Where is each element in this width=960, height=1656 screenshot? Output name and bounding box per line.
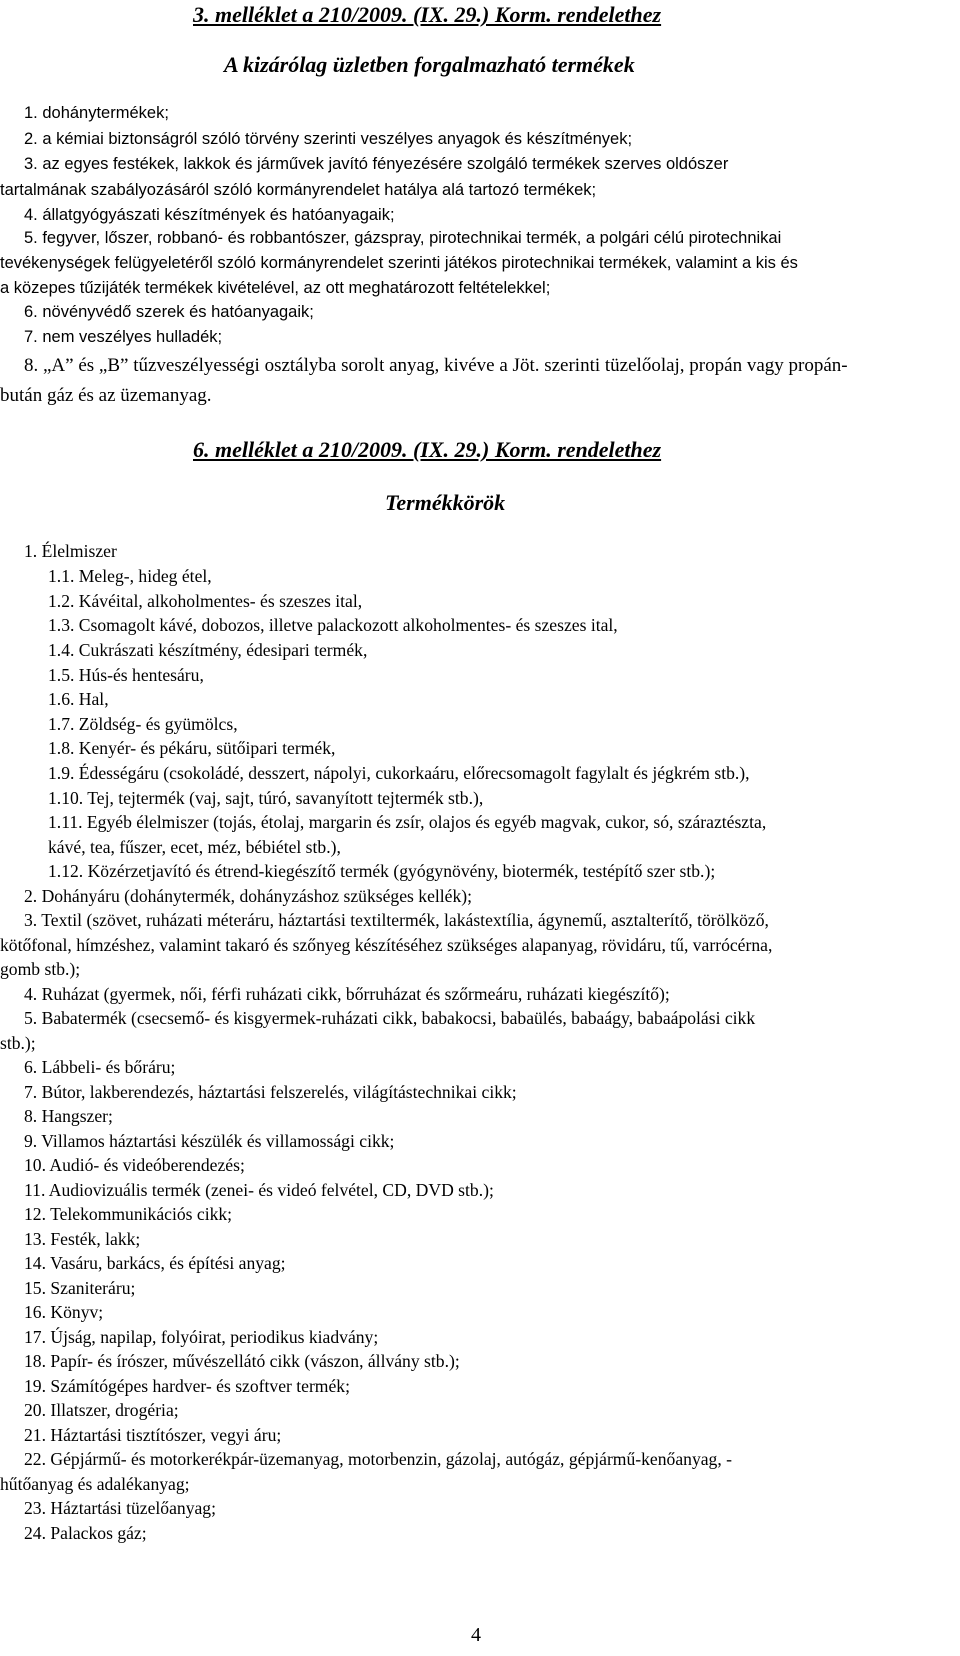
annex6-line: stb.);: [0, 1033, 36, 1053]
annex6-line: 16. Könyv;: [24, 1302, 104, 1322]
annex6-line: 10. Audió- és videóberendezés;: [24, 1155, 245, 1175]
annex6-line: 3. Textil (szövet, ruházati méteráru, háztartási textiltermék, lakástextília, ágynemű, asztalterítő, törölköző,: [24, 910, 769, 930]
annex3-line: 1. dohánytermékek;: [24, 104, 169, 122]
annex3-item8-line1: 8. „A” és „B” tűzveszélyességi osztályba sorolt anyag, kivéve a Jöt. szerinti tüzelőolaj, propán vagy propán-: [24, 355, 848, 376]
annex6-line: 1.7. Zöldség- és gyümölcs,: [48, 714, 238, 734]
annex6-line: 23. Háztartási tüzelőanyag;: [24, 1498, 216, 1518]
annex3-line: 7. nem veszélyes hulladék;: [24, 328, 223, 346]
annex3-line: 4. állatgyógyászati készítmények és hatóanyagaik;: [24, 206, 395, 224]
annex6-line: 1.12. Közérzetjavító és étrend-kiegészítő termék (gyógynövény, biotermék, testépítő szer stb.);: [48, 861, 716, 881]
annex3-line: tevékenységek felügyeletéről szóló kormányrendelet szerinti játékos pirotechnikai termékek, valamint a kis és: [0, 254, 798, 272]
annex6-line: 6. Lábbeli- és bőráru;: [24, 1057, 176, 1077]
annex3-title: 3. melléklet a 210/2009. (IX. 29.) Korm. rendelethez: [193, 2, 662, 27]
annex6-line: gomb stb.);: [0, 959, 81, 979]
annex6-title: 6. melléklet a 210/2009. (IX. 29.) Korm. rendelethez: [193, 437, 662, 462]
annex6-line: 17. Újság, napilap, folyóirat, periodikus kiadvány;: [24, 1327, 379, 1347]
annex6-line: kávé, tea, fűszer, ecet, méz, bébiétel stb.),: [48, 837, 341, 857]
annex3-line: 5. fegyver, lőszer, robbanó- és robbantószer, gázspray, pirotechnikai termék, a polgári célú pirotechnikai: [24, 229, 782, 247]
annex6-line: 1.5. Hús-és hentesáru,: [48, 665, 204, 685]
annex3-line: 3. az egyes festékek, lakkok és járművek javító fényezésére szolgáló termékek szerves oldószer: [24, 155, 729, 173]
annex6-subtitle: Termékkörök: [385, 490, 506, 515]
annex6-line: 1.6. Hal,: [48, 689, 109, 709]
annex6-line: 1.8. Kenyér- és pékáru, sütőipari termék,: [48, 738, 336, 758]
annex6-line: 1.11. Egyéb élelmiszer (tojás, étolaj, margarin és zsír, olajos és egyéb magvak, cukor, só, száraztészta,: [48, 812, 767, 832]
annex6-line: kötőfonal, hímzéshez, valamint takaró és szőnyeg készítéséhez szükséges alapanyag, rövidáru, tű, varrócérna,: [0, 935, 773, 955]
annex6-line: 1.4. Cukrászati készítmény, édesipari termék,: [48, 640, 368, 660]
annex3-line: a közepes tűzijáték termékek kivételével, az ott meghatározott feltételekkel;: [0, 279, 551, 297]
annex6-line: 15. Szaniteráru;: [24, 1278, 136, 1298]
annex6-line: 12. Telekommunikációs cikk;: [24, 1204, 233, 1224]
annex6-line: hűtőanyag és adalékanyag;: [0, 1474, 190, 1494]
annex6-line: 5. Babatermék (csecsemő- és kisgyermek-ruházati cikk, babakocsi, babaülés, babaágy, babaápolási cikk: [24, 1008, 756, 1028]
annex3-item8-line2: bután gáz és az üzemanyag.: [0, 385, 212, 406]
annex3-line: 6. növényvédő szerek és hatóanyagaik;: [24, 303, 314, 321]
annex6-line: 11. Audiovizuális termék (zenei- és videó felvétel, CD, DVD stb.);: [24, 1180, 494, 1200]
annex6-line: 24. Palackos gáz;: [24, 1523, 147, 1543]
annex6-line: 22. Gépjármű- és motorkerékpár-üzemanyag, motorbenzin, gázolaj, autógáz, gépjármű-kenőanyag, -: [24, 1449, 733, 1469]
annex6-line: 1.1. Meleg-, hideg étel,: [48, 566, 212, 586]
annex6-line: 14. Vasáru, barkács, és építési anyag;: [24, 1253, 286, 1273]
annex6-line: 1.10. Tej, tejtermék (vaj, sajt, túró, savanyított tejtermék stb.),: [48, 788, 484, 808]
annex6-line: 20. Illatszer, drogéria;: [24, 1400, 179, 1420]
annex6-line: 13. Festék, lakk;: [24, 1229, 141, 1249]
page-number: 4: [471, 1624, 481, 1646]
annex6-line: 9. Villamos háztartási készülék és villamossági cikk;: [24, 1131, 395, 1151]
annex6-line: 8. Hangszer;: [24, 1106, 113, 1126]
annex6-line: 1.2. Kávéital, alkoholmentes- és szeszes ital,: [48, 591, 363, 611]
annex3-line: tartalmának szabályozásáról szóló kormányrendelet hatálya alá tartozó termékek;: [0, 181, 597, 199]
annex6-line: 1.3. Csomagolt kávé, dobozos, illetve palackozott alkoholmentes- és szeszes ital,: [48, 615, 618, 635]
annex6-line: 4. Ruházat (gyermek, női, férfi ruházati cikk, bőrruházat és szőrmeáru, ruházati kiegészítő);: [24, 984, 670, 1004]
annex3-subtitle: A kizárólag üzletben forgalmazható termékek: [224, 52, 635, 77]
annex6-line: 1. Élelmiszer: [24, 541, 117, 561]
annex6-line: 1.9. Édességáru (csokoládé, desszert, nápolyi, cukorkaáru, előrecsomagolt fagylalt és jégkrém stb.),: [48, 763, 750, 783]
annex3-line: 2. a kémiai biztonságról szóló törvény szerinti veszélyes anyagok és készítmények;: [24, 130, 633, 148]
annex6-line: 18. Papír- és írószer, művészellátó cikk (vászon, állvány stb.);: [24, 1351, 460, 1371]
annex6-line: 7. Bútor, lakberendezés, háztartási felszerelés, világítástechnikai cikk;: [24, 1082, 517, 1102]
annex6-line: 21. Háztartási tisztítószer, vegyi áru;: [24, 1425, 282, 1445]
annex6-line: 19. Számítógépes hardver- és szoftver termék;: [24, 1376, 350, 1396]
annex6-line: 2. Dohányáru (dohánytermék, dohányzáshoz szükséges kellék);: [24, 886, 473, 906]
